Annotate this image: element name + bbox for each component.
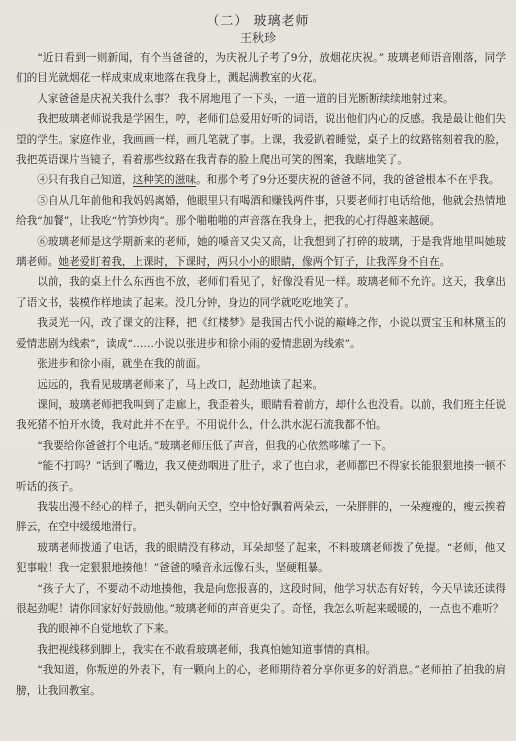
paragraph-4: ④只有我自己知道，这种笑的滋味。和那个考了9分还要庆祝的爸爸不同，我的爸爸根本不在乎我。 [37, 174, 500, 187]
paragraph-19: “我知道，你叛逆的外表下，有一颗向上的心，老师期待着分享你更多的好消息。”老师拍了拍我的肩膀，让我回教室。 [16, 664, 506, 697]
underlined-phrase-laugh: 这种笑的滋味 [132, 174, 197, 187]
paragraph-5: ⑤自从几年前他和我妈妈离婚，他眼里只有喝酒和赚钱两件事，只要老师打电话给他，他就会热情地给我“加餐”，让我吃“竹笋炒肉”。那个啪啪啪的声音落在我身上，把我的心打得越来越硬。 [16, 194, 506, 228]
underlined-phrase-stare: 她老爱盯着我，上课时，下课时，两只小小的眼睛，像两个钉子， [58, 256, 366, 269]
paragraph-14: 我装出漫不经心的样子，把头朝向天空，空中恰好飘着两朵云，一朵胖胖的，一朵瘦瘦的，瘦云挨着胖云，在空中缓缓地滑行。 [16, 500, 506, 534]
paragraph-11: 课间，玻璃老师把我叫到了走廊上，我歪着头，眼睛看着前方，却什么也没看。以前，我们班主任说我死猪不怕开水烫，我对此并不在乎。不用说什么，什么洪水泥石流我都不怕。 [16, 398, 506, 432]
paragraph-6: ⑥玻璃老师是这学期新来的老师，她的嗓音又尖又高，让我想到了打碎的玻璃，于是我背地里叫她玻璃老师。她老爱盯着我，上课时，下课时，两只小小的眼睛，像两个钉子，让我浑身不自在。 [16, 235, 506, 269]
paragraph-7: 以前，我的桌上什么东西也不放，老师们看见了，好像没看见一样。玻璃老师不允许。这天，我拿出了语文书，装模作样地读了起来。没几分钟，身边的同学就吃吃地笑了。 [16, 276, 506, 309]
article-body [16, 48, 506, 701]
paragraph-3: 我把玻璃老师说我是学困生，哼，老师们总爱用好听的词语，说出他们内心的反感。我是最让他们失望的学生。家庭作业，我画画一样，画几笔就了事。上课，我爱趴着睡觉，桌子上的纹路铭刻着我的脸，我把英语课片当镜子，看着那些纹路在我青春的脸上爬出可笑的图案，我瞎地笑了。 [16, 113, 506, 167]
paragraph-16: “孩子大了，不要动不动地揍他，我是向您报喜的，这段时间，他学习状态有好转，今天早读还读得很起劲呢！请你回家好好鼓励他。”玻璃老师的声音更尖了。奇怪，我怎么听起来暖暖的，一点也不难听？ [16, 582, 506, 615]
paragraph-1: “近日看到一则新闻，有个当爸爸的，为庆祝儿子考了9分，放烟花庆祝。” 玻璃老师语音刚落，同学们的目光就烟花一样成束成束地落在我身上，溅起满教室的火花。 [16, 52, 506, 85]
paragraph-12: “我要给你爸爸打个电话。”玻璃老师压低了声音，但我的心依然哆嗦了一下。 [37, 439, 393, 452]
paragraph-9: 张进步和徐小雨，就坐在我的前面。 [37, 358, 207, 371]
paragraph-17: 我的眼神不自觉地软了下来。 [37, 623, 175, 636]
underlined-phrase-uneasy: 让我浑身不自在 [365, 256, 440, 269]
paragraph-13: “能不打吗？”话到了嘴边，我又使劲咽进了肚子，求了也白求，老师都巴不得家长能狠狠地揍一顿不听话的孩子。 [16, 460, 506, 493]
paragraph-18: 我把视线移到脚上，我实在不敢看玻璃老师，我真怕她知道事情的真相。 [37, 643, 377, 656]
paragraph-15: 玻璃老师拨通了电话，我的眼睛没有移动，耳朵却竖了起来，不料玻璃老师拨了免提。“老师，他又犯事啦！我一定狠狠地揍他！”爸爸的嗓音永远像石头，坚硬粗暴。 [16, 541, 506, 575]
author-name: 王秋珍 [239, 31, 276, 45]
paragraph-8: 我灵光一闪，改了课文的注释，把《红楼梦》是我国古代小说的巅峰之作，小说以贾宝玉和林黛玉的爱情悲剧为线索”，读成“……小说以张进步和徐小雨的爱情悲剧为线索”。 [16, 317, 506, 350]
page-title: （二） 玻璃老师 [206, 14, 310, 29]
paragraph-10: 远远的，我看见玻璃老师来了，马上改口，起劲地读了起来。 [37, 378, 324, 391]
paragraph-2: 人家爸爸是庆祝关我什么事？ 我不屑地甩了一下头，一道一道的目光断断续续地射过来。 [37, 92, 454, 105]
